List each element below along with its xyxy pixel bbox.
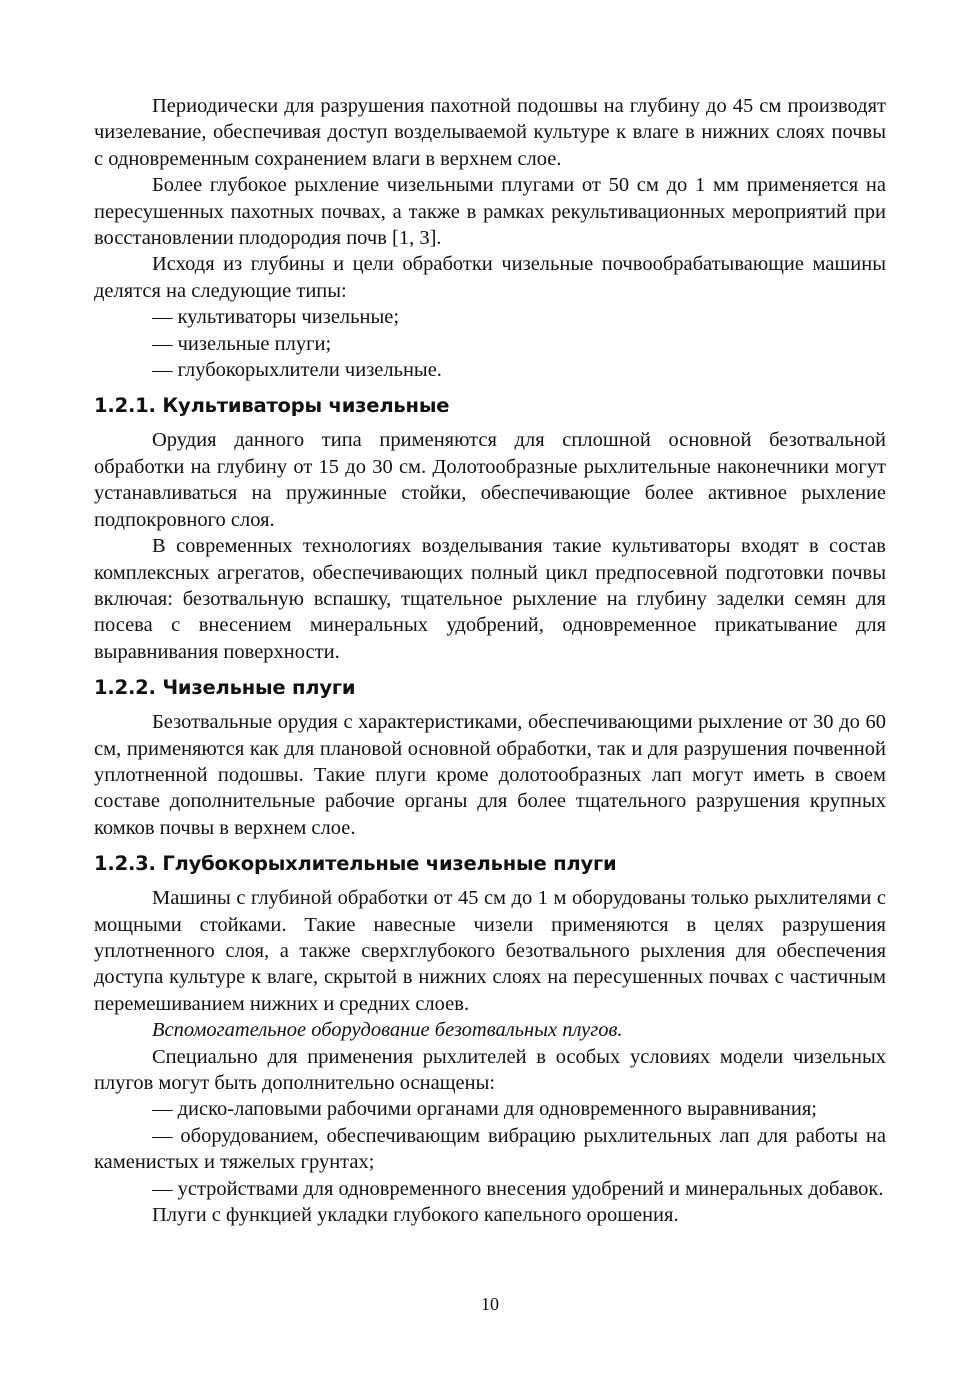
paragraph: Машины с глубиной обработки от 45 см до 1 м оборудованы только рыхлителями с мощными стойками. Такие навесные чизели применяются в целях разрушения уплотненного слоя, а также сверхглубокого безотвального рыхления для обеспечения доступа культуре к влаге, скрытой в нижних слоях на пересушенных почвах с частичным перемешиванием нижних и средних слоев. (94, 887, 886, 1015)
machine-types-list (94, 304, 886, 383)
paragraph: Плуги с функцией укладки глубокого капельного орошения. (152, 1204, 679, 1227)
paragraph: Безотвальные орудия с характеристиками, обеспечивающими рыхление от 30 до 60 см, применяются как для плановой основной обработки, так и для разрушения почвенной уплотненной подошвы. Такие плуги кроме долотообразных лап могут иметь в своем составе дополнительные рабочие органы для более тщательного разрушения крупных комков почвы в верхнем слое. (94, 711, 886, 839)
section-heading-1-2-2: 1.2.2. Чизельные плуги (94, 676, 356, 700)
list-item: — оборудованием, обеспечивающим вибрацию рыхлительных лап для работы на каменистых и тяжелых грунтах; (94, 1124, 886, 1174)
paragraph: Периодически для разрушения пахотной подошвы на глубину до 45 см производят чизелевание, обеспечивая доступ возделываемой культуре к влаге в нижних слоях почвы с одновременным сохранением влаги в верхнем слое. (94, 95, 886, 170)
list-item: — чизельные плуги; (152, 332, 332, 355)
paragraph: Специально для применения рыхлителей в особых условиях модели чизельных плугов могут быть дополнительно оснащены: (94, 1045, 886, 1094)
list-item: — диско-лаповыми рабочими органами для одновременного выравнивания; (152, 1098, 817, 1121)
paragraph: Орудия данного типа применяются для сплошной основной безотвальной обработки на глубину от 15 до 30 см. Долотообразные рыхлительные наконечники могут устанавливаться на пружинные стойки, обеспечивающие более активное рыхление подпокровного слоя. (94, 429, 886, 531)
list-item: — культиваторы чизельные; (152, 306, 400, 329)
page-number: 10 (481, 1294, 499, 1314)
paragraph: Более глубокое рыхление чизельными плугами от 50 см до 1 мм применяется на пересушенных пахотных почвах, а также в рамках рекультивационных мероприятий при восстановлении плодородия почв [1, 3]. (94, 174, 886, 250)
list-item: — устройствами для одновременного внесения удобрений и минеральных добавок. (152, 1177, 884, 1200)
section-heading-1-2-1: 1.2.1. Культиваторы чизельные (94, 394, 450, 418)
italic-subheading: Вспомогательное оборудование безотвальных плугов. (152, 1019, 623, 1042)
document-page (94, 93, 886, 1228)
equipment-list (94, 1096, 886, 1202)
section-heading-1-2-3: 1.2.3. Глубокорыхлительные чизельные плуги (94, 852, 617, 876)
paragraph: В современных технологиях возделывания такие культиваторы входят в состав комплексных агрегатов, обеспечивающих полный цикл предпосевной подготовки почвы включая: безотвальную вспашку, тщательное рыхление на глубину заделки семян для посева с внесением минеральных удобрений, одновременное прикатывание для выравнивания поверхности. (94, 535, 886, 663)
list-item: — глубокорыхлители чизельные. (152, 359, 442, 382)
paragraph: Исходя из глубины и цели обработки чизельные почвообрабатывающие машины делятся на следующие типы: (94, 253, 886, 302)
